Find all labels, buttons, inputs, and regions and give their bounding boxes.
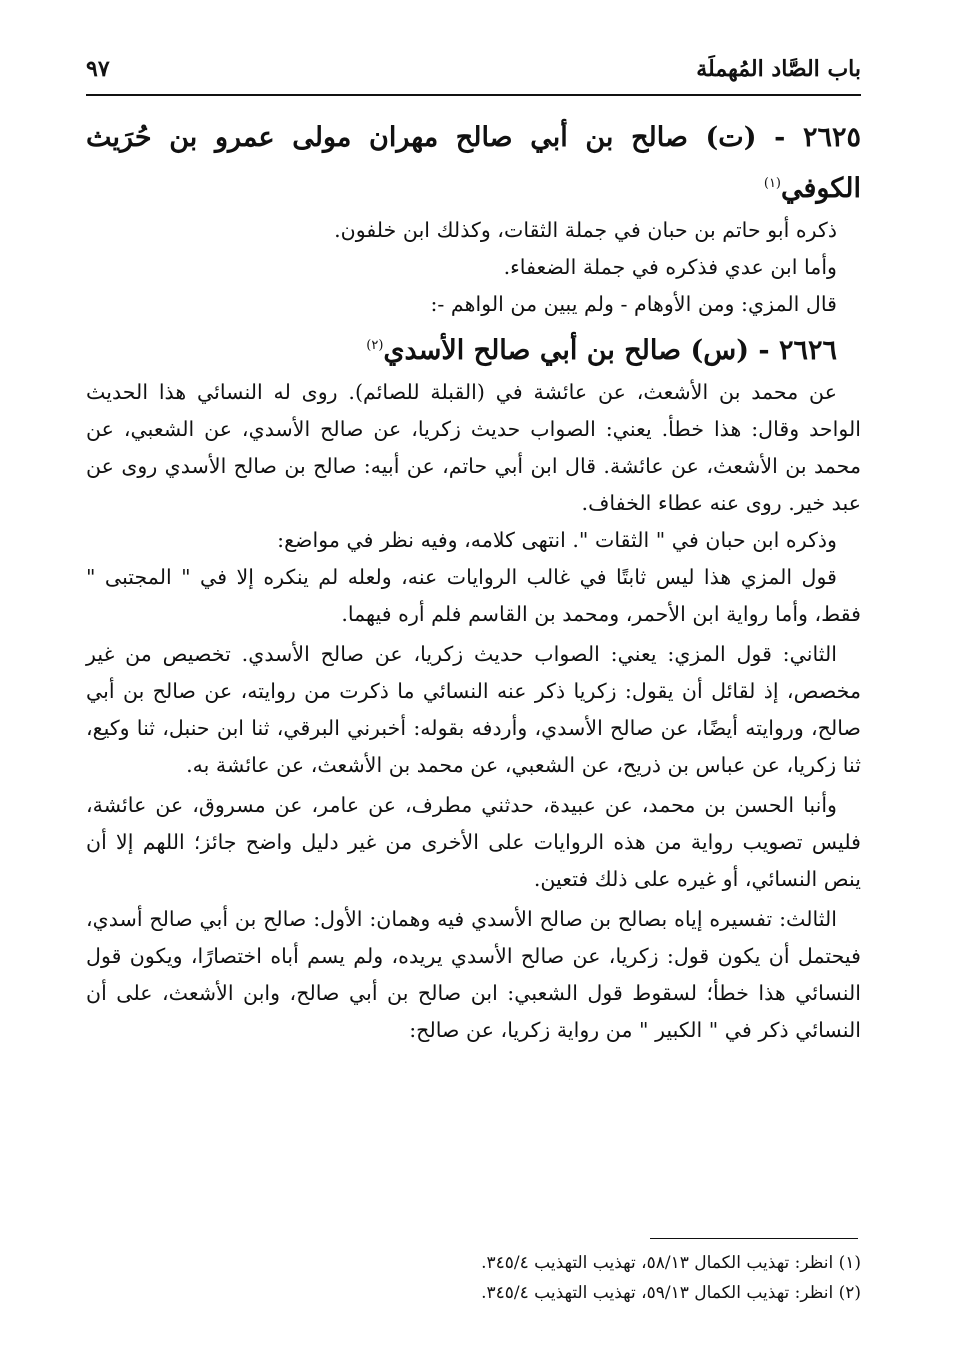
header-rule: [86, 94, 861, 96]
paragraph: وأما ابن عدي فذكره في جملة الضعفاء.: [503, 255, 837, 279]
paragraph: الثالث: تفسيره إياه بصالح بن صالح الأسدي فيه وهمان: الأول: صالح بن أبي صالح أسدي، فيحتمل أن يكون قول: زكريا، عن صالح الأسدي يريده، ولم يسم أباه اختصارًا، ويكون قول النسائي هذا خطأ؛ لسقوط قول الشعبي: ابن صالح بن أبي صالح، وابن الأشعث، على أن النسائي ذكر في " الكبير " من رواية زكريا، عن صالح:: [86, 907, 861, 1042]
main-text: [86, 115, 861, 1049]
page-number: ٩٧: [86, 56, 110, 82]
paragraph: ذكره أبو حاتم بن حبان في جملة الثقات، وكذلك ابن خلفون.: [334, 218, 837, 242]
footnote: (١) انظر: تهذيب الكمال ٥٨/١٣، تهذيب التهذيب ٣٤٥/٤.: [481, 1253, 861, 1273]
footnote: (٢) انظر: تهذيب الكمال ٥٩/١٣، تهذيب التهذيب ٣٤٥/٤.: [481, 1283, 861, 1303]
footnote-ref: (١): [763, 176, 781, 191]
footnotes: [380, 1248, 861, 1308]
page-header: [86, 56, 861, 90]
chapter-title: باب الصَّاد المُهملَة: [696, 56, 861, 82]
paragraph: الثاني: قول المزي: يعني: الصواب حديث زكريا، عن صالح الأسدي. تخصيص من غير مخصص، إذ لقائل أن يقول: زكريا ذكر عنه النسائي ما ذكرت من روايته، عن صالح بن أبي صالح، وروايته أيضًا، عن صالح الأسدي، وأردفه بقوله: أخبرني البرقي، ثنا ابن حنبل، ثنا وكيع، ثنا زكريا، عن عباس بن ذريح، عن الشعبي، عن محمد بن الأشعث، عن عائشة به.: [86, 642, 861, 777]
paragraph: وأنبا الحسن بن محمد، عن عبيدة، حدثني مطرف، عن عامر، عن مسروق، عن عائشة، فليس تصويب رواية من هذه الروايات على الأخرى من غير دليل واضح جائز؛ اللهم إلا أن ينص النسائي، أو غيره على ذلك فتعين.: [86, 793, 861, 891]
paragraph: عن محمد بن الأشعث، عن عائشة في (القبلة للصائم). روى له النسائي هذا الحديث الواحد وقال: هذا خطأ. يعني: الصواب حديث زكريا، عن صالح الأسدي، عن الشعبي، عن محمد بن الأشعث، عن عائشة. قال ابن أبي حاتم، عن أبيه: صالح بن صالح الأسدي روى عن عبد خير. روى عنه عطاء الخفاف.: [86, 380, 861, 515]
footnote-rule: [650, 1238, 858, 1239]
entry-heading: ٢٦٢٥ - (ت) صالح بن أبي صالح مهران مولى عمرو بن حُرَيث الكوفي$^{(١)}$: [86, 122, 861, 204]
entry-heading: ٢٦٢٦ - (س) صالح بن أبي صالح الأسدي$^{(٢)}$: [366, 335, 837, 366]
paragraph: وذكره ابن حبان في " الثقات ". انتهى كلامه، وفيه نظر في مواضع:: [277, 528, 837, 552]
footnote-ref: (٢): [366, 338, 384, 353]
paragraph: قال المزي: ومن الأوهام - ولم يبين من الواهم -:: [430, 292, 837, 316]
paragraph: قول المزي هذا ليس ثابتًا في غالب الروايات عنه، ولعله لم ينكره إلا في " المجتبى " فقط، وأما رواية ابن الأحمر، ومحمد بن القاسم فلم أره فيهما.: [86, 565, 861, 626]
